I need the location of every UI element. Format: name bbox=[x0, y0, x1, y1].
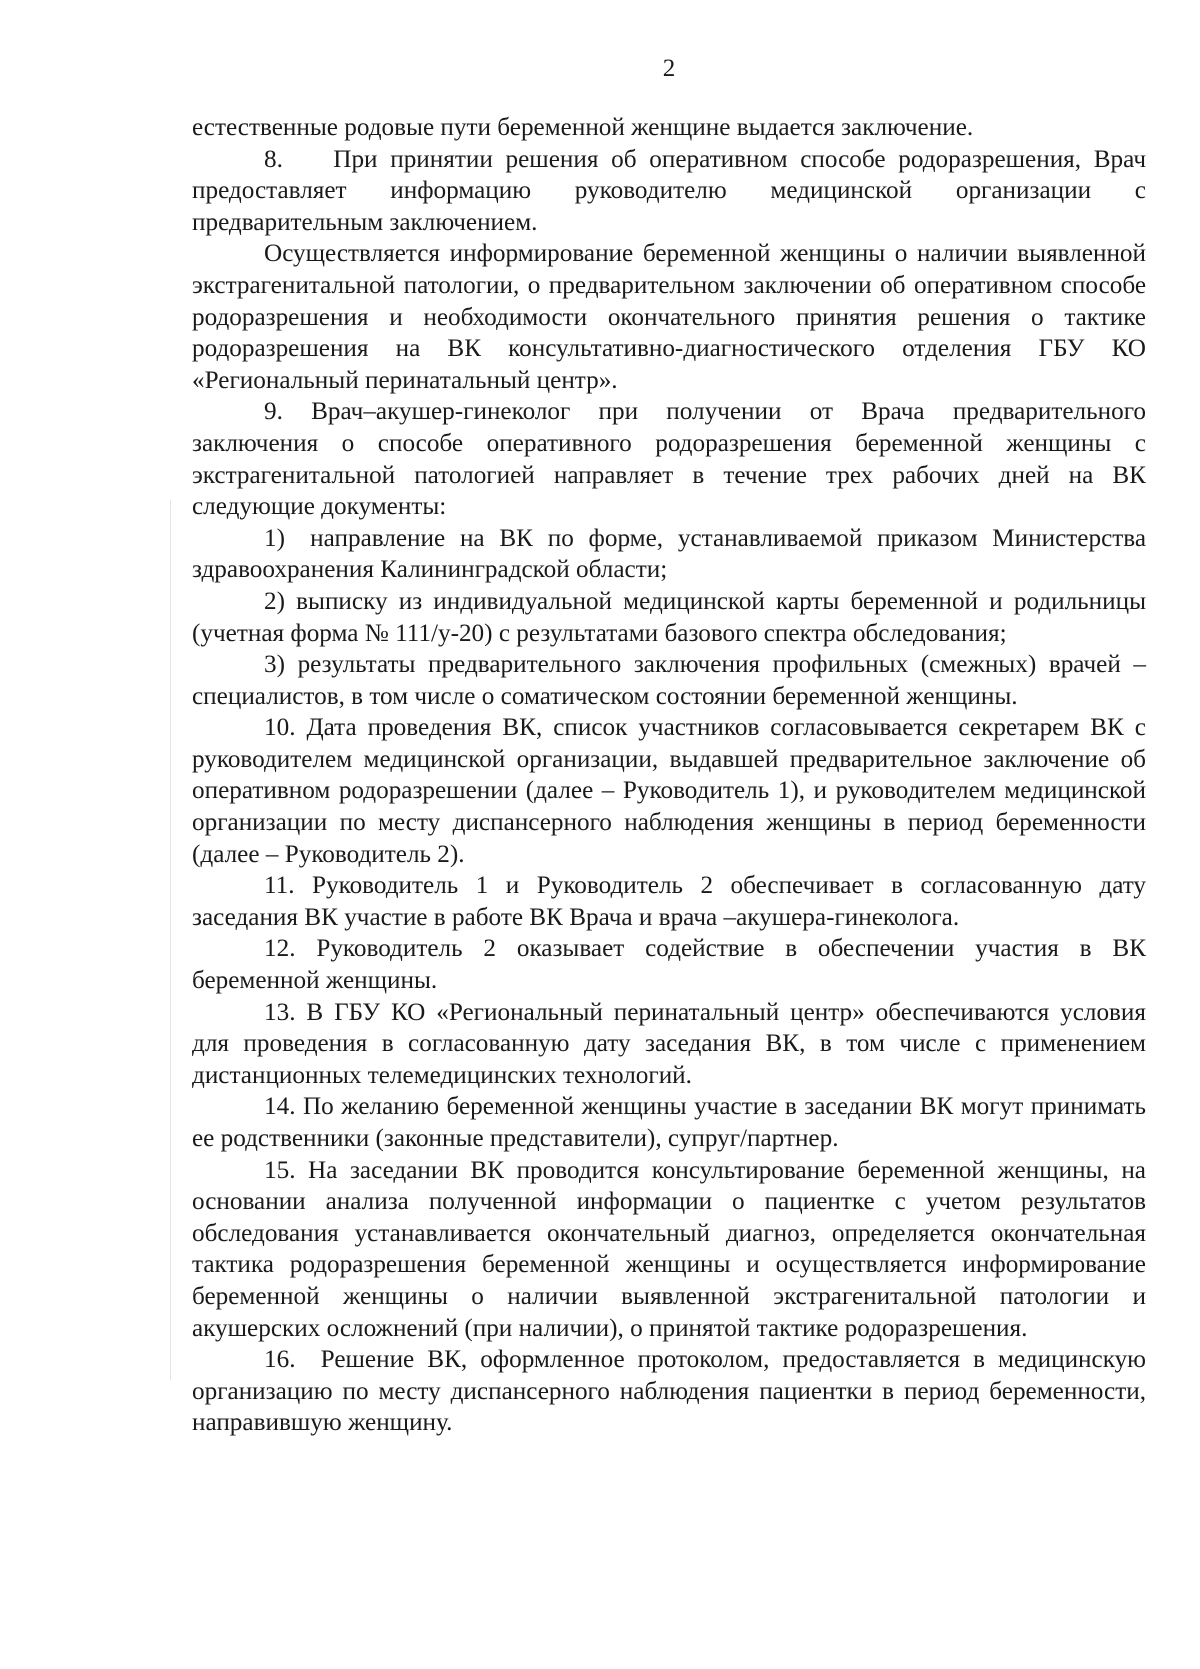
page-number: 2 bbox=[662, 55, 676, 82]
document-body bbox=[192, 112, 1146, 1439]
paragraph-item-12: 12. Руководитель 2 оказывает содействие в обеспечении участия в ВК беременной женщины. bbox=[192, 935, 1146, 995]
paragraph-item-15: 15. На заседании ВК проводится консультирование беременной женщины, на основании анализа полученной информации о пациентке с учетом результатов обследования устанавливается окончательный диагноз, определяется окончательная тактика родоразрешения беременной женщины и осуществляется информирование беременной женщины о наличии выявленной экстрагенитальной патологии и акушерских осложнений (при наличии), о принятой тактике родоразрешения. bbox=[192, 1156, 1146, 1342]
paragraph-item-9-subitem-3: 3) результаты предварительного заключения профильных (смежных) врачей – специалистов, в том числе о соматическом состоянии беременной женщины. bbox=[192, 651, 1146, 710]
paragraph-item-9: 9. Врач–акушер-гинеколог при получении от Врача предварительного заключения о способе оперативного родоразрешения беременной женщины с экстрагенитальной патологией направляет в течение трех рабочих дней на ВК следующие документы: bbox=[192, 398, 1146, 521]
paragraph-item-8-informing: Осуществляется информирование беременной женщины о наличии выявленной экстрагенитальной патологии, о предварительном заключении об оперативном способе родоразрешения и необходимости окончательного принятия решения о тактике родоразрешения на ВК консультативно-диагностического отделения ГБУ КО «Региональный перинатальный центр». bbox=[192, 240, 1146, 394]
paragraph-item-16: 16. Решение ВК, оформленное протоколом, предоставляется в медицинскую организацию по месту диспансерного наблюдения пациентки в период беременности, направившую женщину. bbox=[192, 1346, 1146, 1437]
scan-margin-line bbox=[170, 500, 171, 1380]
paragraph-item-14: 14. По желанию беременной женщины участие в заседании ВК могут принимать ее родственники (законные представители), супруг/партнер. bbox=[192, 1093, 1146, 1152]
paragraph-item-11: 11. Руководитель 1 и Руководитель 2 обеспечивает в согласованную дату заседания ВК участие в работе ВК Врача и врача –акушера-гинеколога. bbox=[192, 872, 1146, 931]
paragraph-item-13: 13. В ГБУ КО «Региональный перинатальный центр» обеспечиваются условия для проведения в согласованную дату заседания ВК, в том числе с применением дистанционных телемедицинских технологий. bbox=[192, 998, 1146, 1089]
paragraph-item-10: 10. Дата проведения ВК, список участников согласовывается секретарем ВК с руководителем медицинской организации, выдавшей предварительное заключение об оперативном родоразрешении (далее – Руководитель 1), и руководителем медицинской организации по месту диспансерного наблюдения женщины в период беременности (далее – Руководитель 2). bbox=[192, 714, 1146, 868]
paragraph-item-9-subitem-2: 2) выписку из индивидуальной медицинской карты беременной и родильницы (учетная форма № 111/у-20) с результатами базового спектра обследования; bbox=[192, 587, 1146, 647]
paragraph-item-9-subitem-1: 1) направление на ВК по форме, устанавливаемой приказом Министерства здравоохранения Калининградской области; bbox=[192, 524, 1146, 584]
paragraph-item-8: 8. При принятии решения об оперативном способе родоразрешения, Врач предоставляет информацию руководителю медицинской организации с предварительным заключением. bbox=[192, 145, 1146, 236]
paragraph-continuation: естественные родовые пути беременной женщине выдается заключение. bbox=[192, 114, 974, 141]
